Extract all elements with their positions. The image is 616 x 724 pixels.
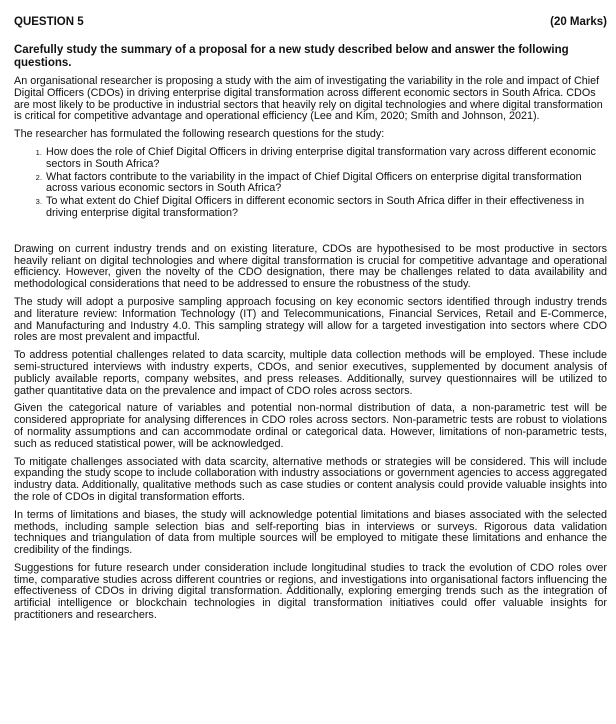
intro-paragraph: An organisational researcher is proposing a study with the aim of investigating the variability in the role and impact of Chief Digital Officers (CDOs) in driving enterprise digital transformation across different economic sectors in South Africa. CDOs are most likely to be productive in industrial sectors that heavily rely on digital technologies and where digital transformation is critical for competitive advantage and operational efficiency (Lee and Kim, 2020; Smith and Johnson, 2021). <box>14 75 603 123</box>
body-paragraph-sampling: The study will adopt a purposive sampling approach focusing on key economic sectors identified through industry trends and literature review: Information Technology (IT) and Telecommunications, Financial Services, Retail and E-Commerce, and Manufacturing and Industry 4.0. This sampling strategy will allow for a targeted investigation into sectors where CDO roles are most prevalent and impactful. <box>14 295 607 344</box>
research-question-2: 2. What factors contribute to the variability in the impact of Chief Digital Officers on enterprise digital transformation across various economic sectors in South Africa? <box>44 172 607 196</box>
research-questions-list <box>14 147 607 220</box>
research-questions-lead: The researcher has formulated the following research questions for the study: <box>14 128 385 141</box>
marks-label: (20 Marks) <box>550 16 607 28</box>
body-paragraph-limitations: In terms of limitations and biases, the study will acknowledge potential limitations and biases associated with the selected methods, including sample selection bias and self-reporting bias in interviews or surveys. Rigorous data validation techniques and triangulation of data from multiple sources will be employed to mitigate these limitations and enhance the credibility of the findings. <box>14 508 607 557</box>
body-paragraph-analysis: Given the categorical nature of variables and potential non-normal distribution of data, a non-parametric test will be considered appropriate for analysing differences in CDO roles across sectors. Non-parametric tests are robust to violations of normality assumptions and can accommodate ordinal or categorical data. However, limitations of non-parametric tests, such as reduced statistical power, will be acknowledged. <box>14 402 607 450</box>
question-header <box>14 16 607 28</box>
body-paragraph-data-collection: To address potential challenges related to data scarcity, multiple data collection methods will be employed. These include semi-structured interviews with industry experts, CDOs, and senior executives, supplemented by document analysis of publicly available reports, company websites, and press releases. Additionally, survey questionnaires will be utilized to gather quantitative data on the prevalence and impact of CDO roles across sectors. <box>14 349 607 397</box>
question-label: QUESTION 5 <box>14 16 84 28</box>
instruction-text: Carefully study the summary of a proposal for a new study described below and answer the following questions. <box>14 44 569 69</box>
research-question-3: 3. To what extent do Chief Digital Officers in different economic sectors in South Africa differ in their effectiveness in driving enterprise digital transformation? <box>44 196 607 220</box>
body-paragraph-hypothesis: Drawing on current industry trends and on existing literature, CDOs are hypothesised to be most productive in sectors heavily reliant on digital technologies and where digital transformation is crucial for competitive advantage and operational efficiency. However, given the novelty of the CDO designation, there may be challenges related to data availability and methodological considerations that need to be addressed to ensure the robustness of the study. <box>14 242 607 291</box>
body-paragraph-future-research: Suggestions for future research under consideration include longitudinal studies to track the evolution of CDO roles over time, comparative studies across different countries or regions, and investigations into organisational factors influencing the effectiveness of CDOs in driving digital transformation. Additionally, exploring emerging trends such as the integration of artificial intelligence or blockchain technologies in digital transformation initiatives could offer valuable insights for practitioners and researchers. <box>14 561 607 622</box>
body-paragraph-mitigation: To mitigate challenges associated with data scarcity, alternative methods or strategies will be considered. This will include expanding the study scope to include collaboration with industry associations or government agencies to access aggregated industry data. Additionally, qualitative methods such as case studies or content analysis could provide valuable insights into the role of CDOs in digital transformation efforts. <box>14 455 607 503</box>
section-spacer <box>14 228 607 244</box>
research-question-1: 1. How does the role of Chief Digital Officers in driving enterprise digital transformation vary across different economic sectors in South Africa? <box>44 147 607 171</box>
